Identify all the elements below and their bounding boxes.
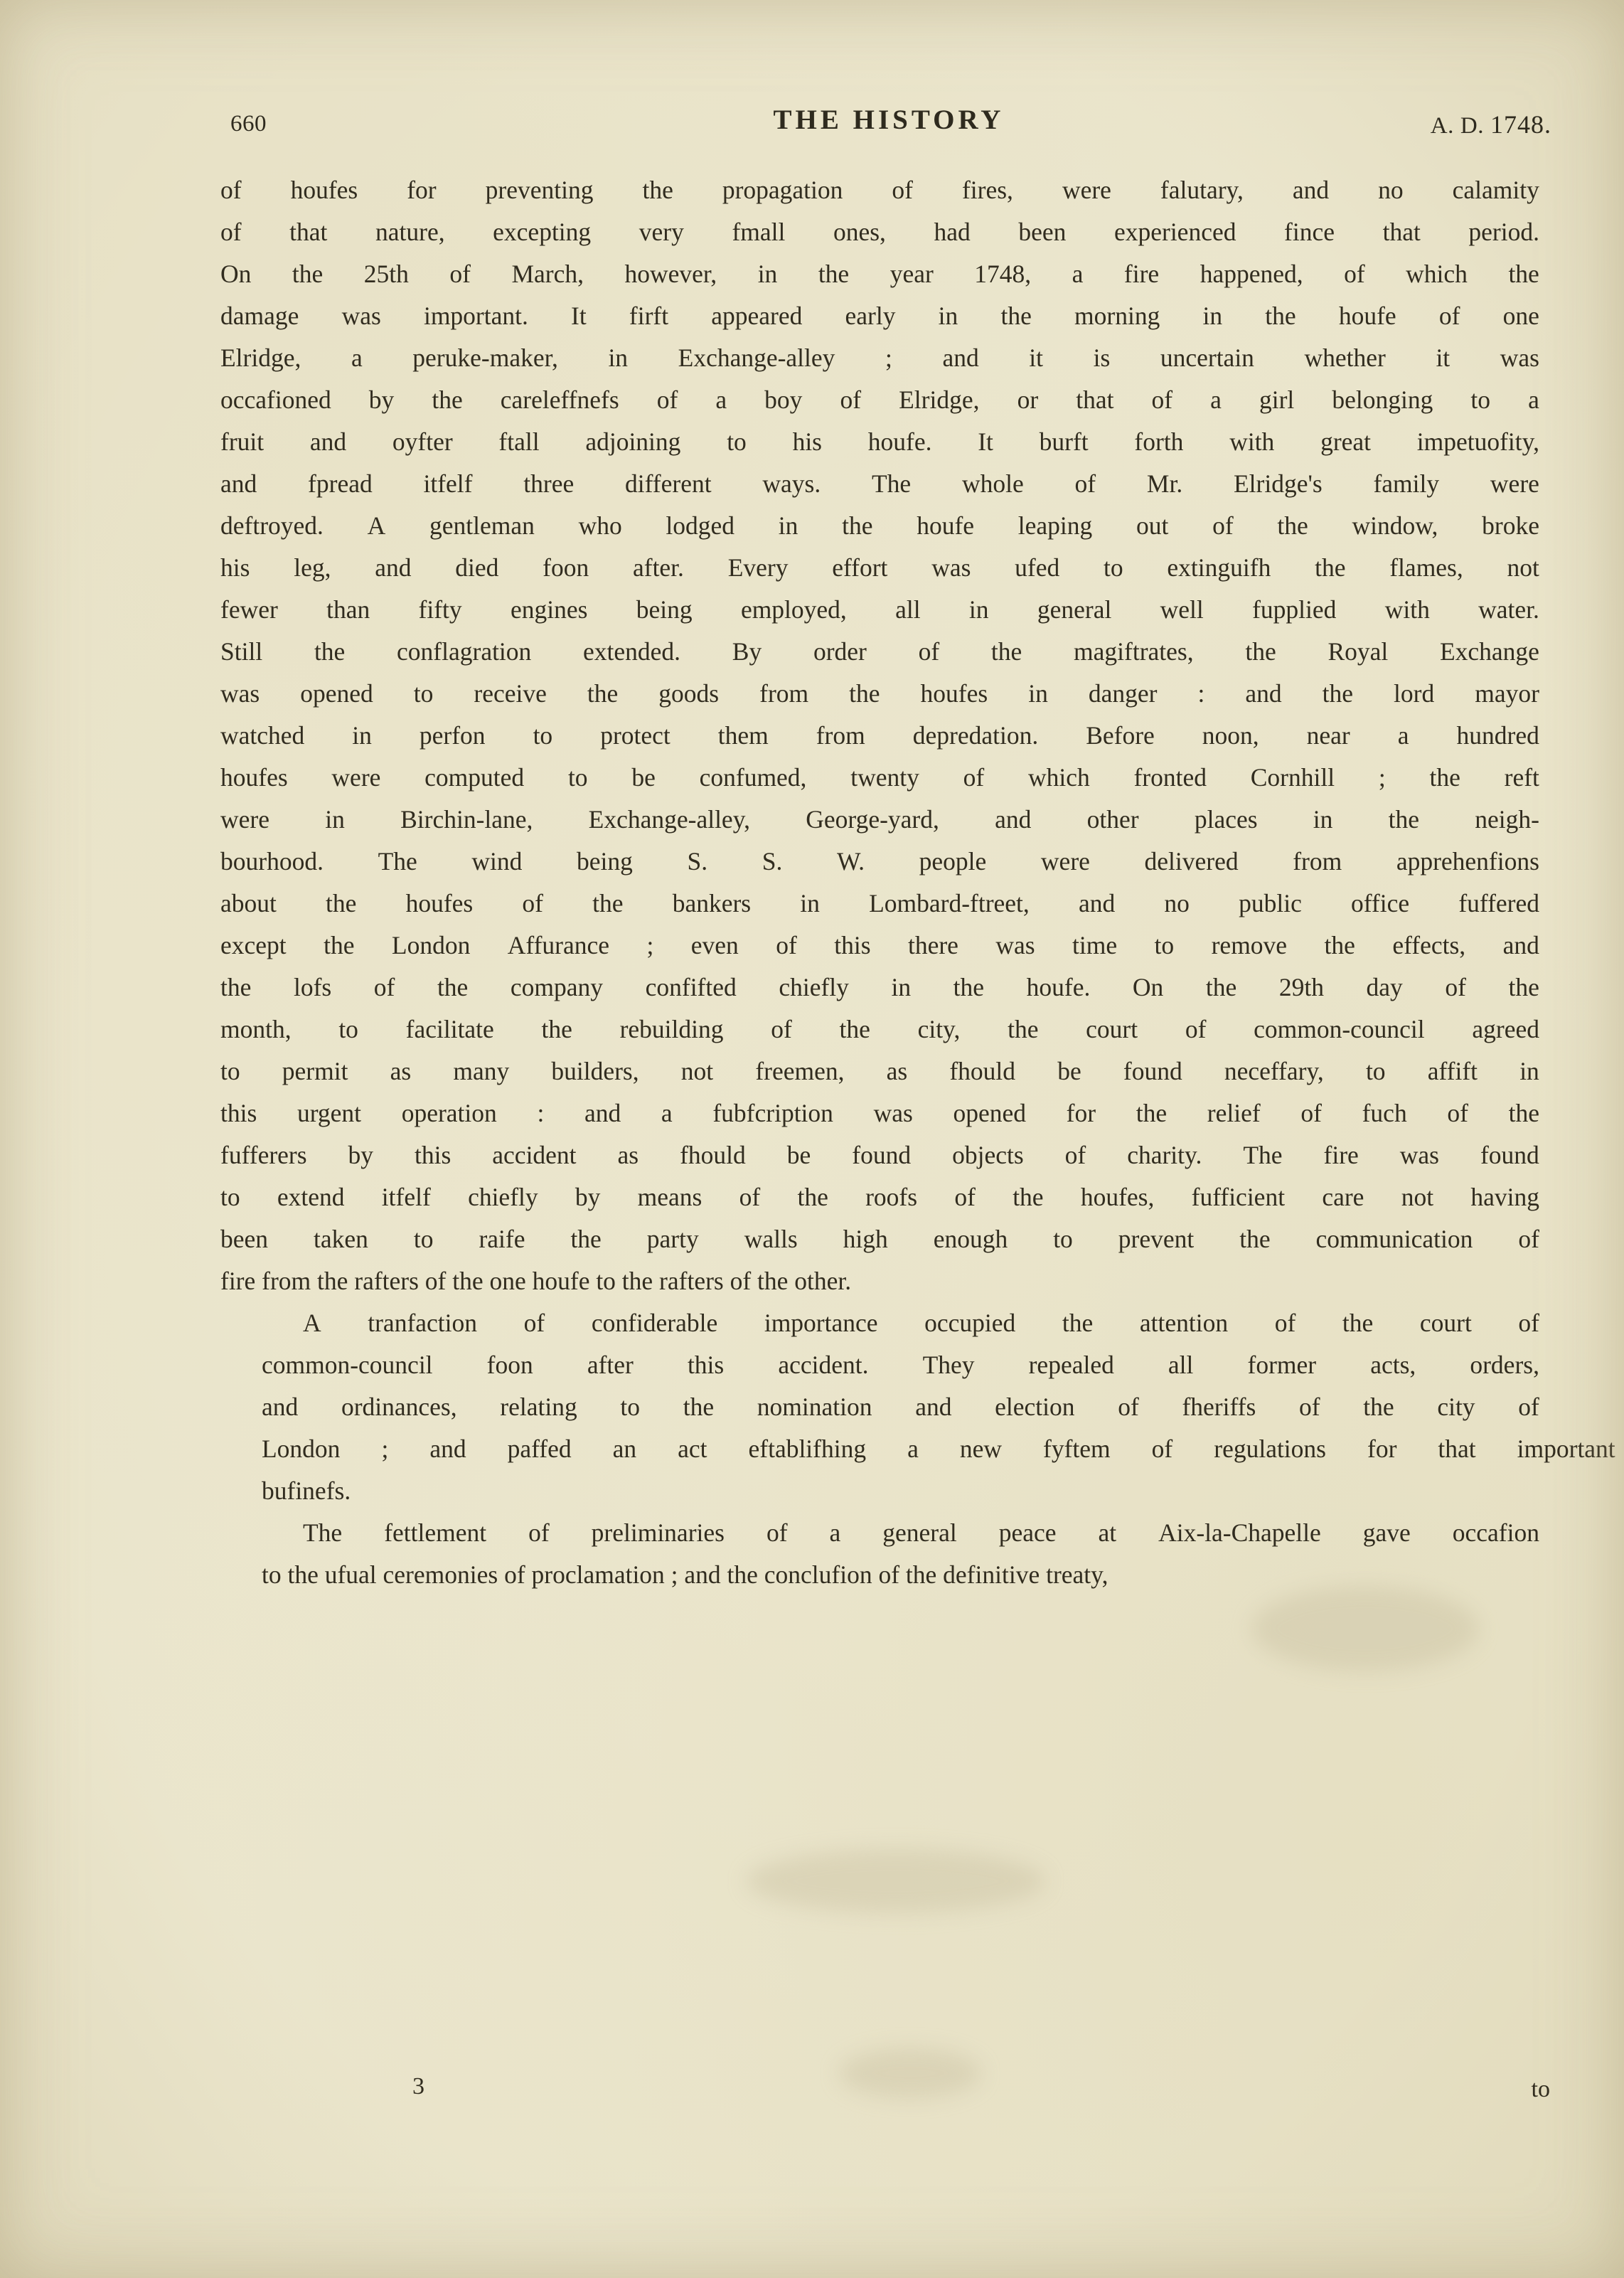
text-line: damage was important. It firft appeared early in the morning in the houfe of one: [220, 302, 1539, 330]
text-line: were in Birchin-lane, Exchange-alley, George-yard, and other places in the neigh-: [220, 805, 1539, 834]
page-stain: [1251, 1586, 1479, 1671]
paragraph: [220, 1512, 1539, 1596]
text-line: been taken to raife the party walls high enough to prevent the communication of: [220, 1225, 1539, 1253]
text-line: watched in perfon to protect them from depredation. Before noon, near a hundred: [220, 721, 1539, 750]
page-date: [1431, 110, 1551, 139]
date-prefix: A. D.: [1430, 113, 1485, 139]
text-line: deftroyed. A gentleman who lodged in the houfe leaping out of the window, broke: [220, 511, 1539, 540]
signature-mark: 3: [412, 2073, 424, 2099]
text-line: to extend itfelf chiefly by means of the roofs of the houfes, fufficient care not having: [220, 1183, 1539, 1211]
page-stain: [747, 1849, 1045, 1913]
page-content: [220, 100, 1615, 1596]
text-line: The fettlement of preliminaries of a general peace at Aix-la-Chapelle gave occafion: [303, 1518, 1539, 1547]
text-line: bourhood. The wind being S. S. W. people were delivered from apprehenfions: [220, 847, 1539, 875]
text-line: fruit and oyfter ftall adjoining to his houfe. It burft forth with great impetuofity,: [220, 427, 1539, 456]
text-line: fire from the rafters of the one houfe to the rafters of the other.: [220, 1267, 852, 1295]
text-line: and ordinances, relating to the nomination and election of fheriffs of the city of: [262, 1393, 1539, 1421]
catchword: to: [1531, 2076, 1550, 2102]
text-line: fewer than fifty engines being employed, all in general well fupplied with water.: [220, 595, 1539, 624]
body-text: [220, 169, 1615, 1596]
text-line: month, to facilitate the rebuilding of the city, the court of common-council agreed: [220, 1015, 1539, 1043]
date-year: 1748.: [1490, 110, 1551, 139]
text-line: A tranfaction of confiderable importance occupied the attention of the court of: [303, 1309, 1539, 1337]
paragraph: [220, 1302, 1615, 1512]
text-line: his leg, and died foon after. Every effort was ufed to extinguifh the flames, not: [220, 553, 1539, 582]
page-header: [220, 100, 1557, 149]
text-line: to permit as many builders, not freemen, as fhould be found neceffary, to affift in: [220, 1057, 1539, 1085]
text-line: of houfes for preventing the propagation of fires, were falutary, and no calamity: [220, 176, 1539, 204]
text-line: bufinefs.: [262, 1476, 351, 1505]
text-line: about the houfes of the bankers in Lombard-ftreet, and no public office fuffered: [220, 889, 1539, 917]
text-line: common-council foon after this accident. They repealed all former acts, orders,: [262, 1351, 1539, 1379]
text-line: the lofs of the company confifted chiefly in the houfe. On the 29th day of the: [220, 973, 1539, 1001]
page-number: 660: [230, 111, 267, 137]
text-line: of that nature, excepting very fmall ones, had been experienced fince that period.: [220, 218, 1539, 246]
text-line: London ; and paffed an act eftablifhing a new fyftem of regulations for that important: [262, 1435, 1615, 1463]
running-title: THE HISTORY: [773, 105, 1005, 135]
text-line: occafioned by the careleffnefs of a boy of Elridge, or that of a girl belonging to a: [220, 385, 1539, 414]
text-line: Still the conflagration extended. By order of the magiftrates, the Royal Exchange: [220, 637, 1539, 666]
text-line: Elridge, a peruke-maker, in Exchange-alley ; and it is uncertain whether it was: [220, 344, 1539, 372]
text-line: was opened to receive the goods from the houfes in danger : and the lord mayor: [220, 679, 1539, 708]
text-line: to the ufual ceremonies of proclamation ; and the conclufion of the definitive treaty,: [262, 1560, 1109, 1589]
text-line: On the 25th of March, however, in the year 1748, a fire happened, of which the: [220, 260, 1539, 288]
text-line: fufferers by this accident as fhould be found objects of charity. The fire was found: [220, 1141, 1539, 1169]
text-line: this urgent operation : and a fubfcription was opened for the relief of fuch of the: [220, 1099, 1539, 1127]
text-line: and fpread itfelf three different ways. The whole of Mr. Elridge's family were: [220, 469, 1539, 498]
paragraph: [220, 169, 1539, 1302]
text-line: houfes were computed to be confumed, twenty of which fronted Cornhill ; the reft: [220, 763, 1539, 792]
text-line: except the London Affurance ; even of this there was time to remove the effects, and: [220, 931, 1539, 959]
page-footer: [220, 2073, 1557, 2116]
